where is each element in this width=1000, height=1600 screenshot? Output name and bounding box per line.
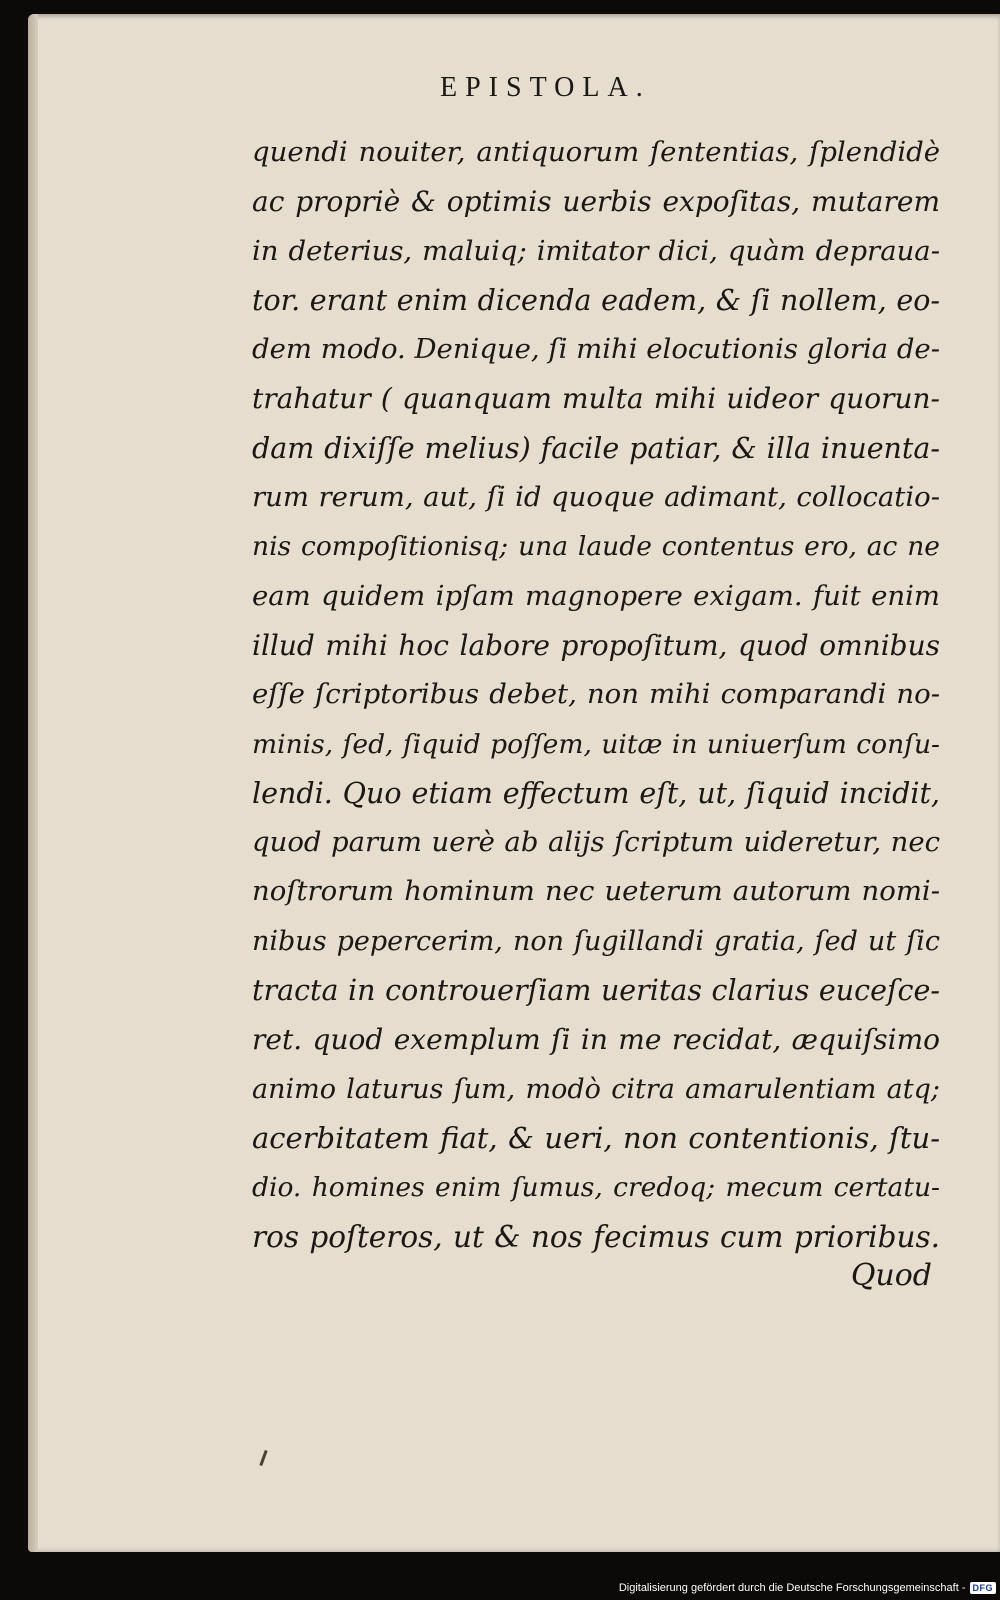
text-line: ac propriè & optimis uerbis expoſitas, mutarem bbox=[252, 185, 940, 219]
page-edge bbox=[28, 14, 38, 1552]
text-line: quod parum uerè ab alijs ſcriptum uideretur, nec bbox=[252, 826, 940, 859]
footer-text: Digitalisierung gefördert durch die Deutsche Forschungsgemeinschaft - bbox=[618, 1582, 966, 1594]
text-line: acerbitatem fiat, & ueri, non contentionis, ſtu- bbox=[252, 1120, 940, 1155]
text-line: dio. homines enim ſumus, credoq; mecum certatu- bbox=[252, 1172, 940, 1204]
text-line: eam quidem ipſam magnopere exigam. fuit enim bbox=[252, 579, 940, 612]
running-head: EPISTOLA. bbox=[440, 72, 651, 103]
text-block bbox=[252, 128, 940, 1262]
catchword: Quod bbox=[850, 1258, 932, 1293]
text-line: nis compoſitionisq; una laude contentus ero, ac ne bbox=[252, 531, 940, 563]
text-line: trahatur ( quanquam multa mihi uideor quorun- bbox=[252, 382, 940, 416]
text-line: animo laturus ſum, modò citra amarulentiam atq; bbox=[252, 1073, 940, 1105]
text-line: illud mihi hoc labore propoſitum, quod omnibus bbox=[252, 628, 940, 662]
text-line: dem modo. Denique, ſi mihi elocutionis gloria de- bbox=[252, 333, 940, 366]
text-line: minis, ſed, ſiquid poſſem, uitæ in uniuerſum conſu- bbox=[252, 728, 940, 760]
text-line: noſtrorum hominum nec ueterum autorum nomi- bbox=[252, 875, 940, 908]
text-line: ros poſteros, ut & nos fecimus cum prioribus. bbox=[252, 1219, 940, 1254]
text-line: dam dixiſſe melius) facile patiar, & illa inuenta- bbox=[252, 431, 940, 465]
dfg-logo-icon: DFG bbox=[970, 1582, 997, 1594]
text-line: rum rerum, aut, ſi id quoque adimant, collocatio- bbox=[252, 481, 940, 514]
text-line: tracta in controuerſiam ueritas clarius euceſce- bbox=[252, 974, 940, 1008]
text-line: eſſe ſcriptoribus debet, non mihi comparandi no- bbox=[252, 678, 940, 711]
text-line: in deterius, maluiq; imitator dici, quàm deprauа- bbox=[252, 234, 940, 267]
text-line: lendi. Quo etiam effectum eſt, ut, ſiquid incidit, bbox=[252, 776, 940, 810]
text-line: quendi nouiter, antiquorum ſententias, ſplendidè bbox=[252, 136, 940, 168]
text-line: nibus pepercerim, non ſugillandi gratia, ſed ut ſic bbox=[252, 925, 940, 957]
digitization-footer bbox=[619, 1578, 996, 1598]
text-line: tor. erant enim dicenda eadem, & ſi nollem, eo- bbox=[252, 283, 940, 317]
text-line: ret. quod exemplum ſi in me recidat, æquiſsimo bbox=[252, 1023, 940, 1057]
